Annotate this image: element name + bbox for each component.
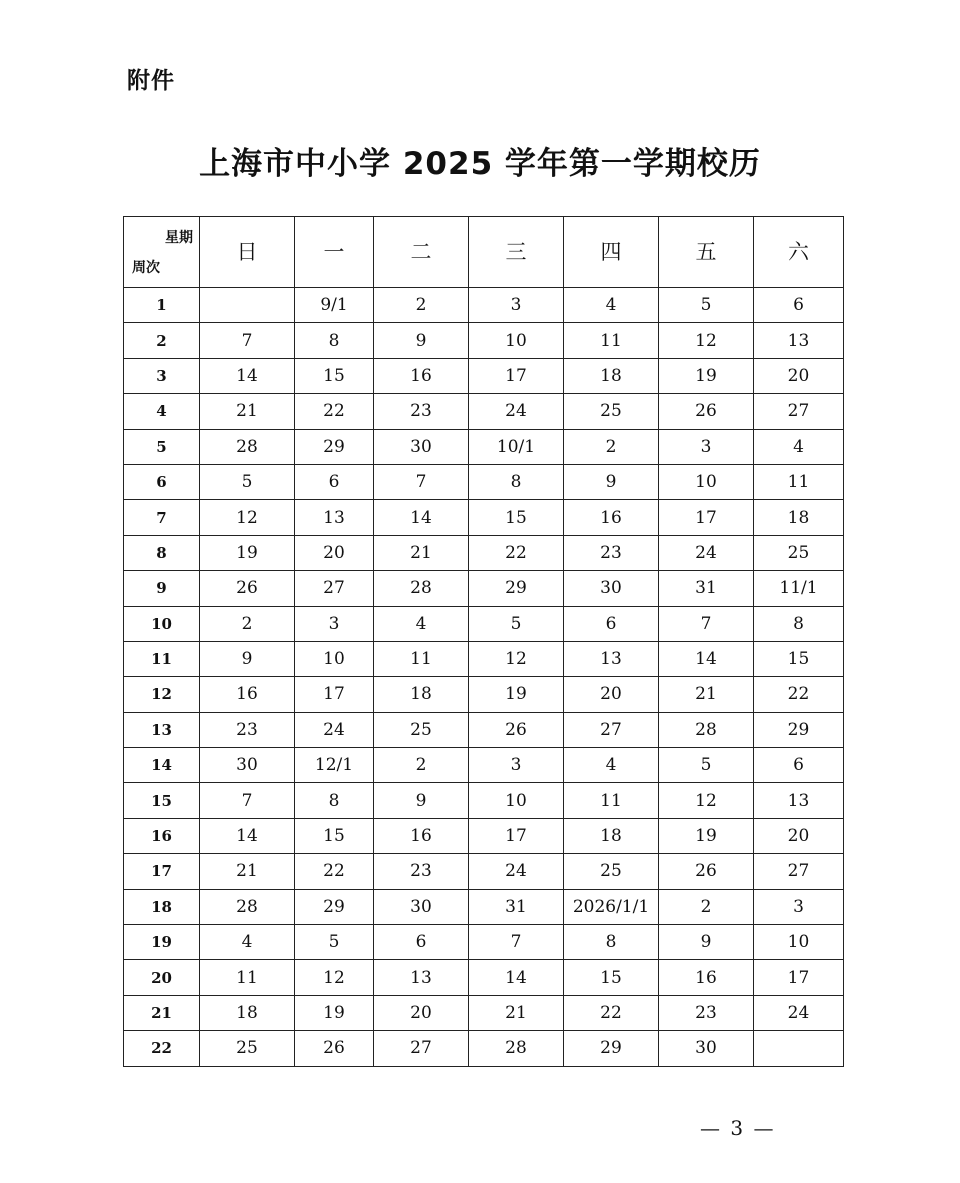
header-row [124,217,844,288]
date-cell-wed: 17 [469,818,564,853]
date-cell-sun: 19 [200,535,295,570]
date-cell-wed: 21 [469,995,564,1030]
table-row [124,500,844,535]
date-cell-wed: 19 [469,677,564,712]
date-cell-thu: 9 [564,464,659,499]
date-cell-tue: 6 [374,925,469,960]
date-cell-thu: 27 [564,712,659,747]
date-cell-sat: 4 [754,429,844,464]
attachment-label: 附件 [127,68,175,94]
date-cell-tue: 2 [374,748,469,783]
date-cell-sat: 20 [754,818,844,853]
date-cell-wed: 3 [469,748,564,783]
date-cell-sat: 27 [754,854,844,889]
date-cell-sun: 5 [200,464,295,499]
table-row [124,1031,844,1066]
date-cell-wed: 29 [469,571,564,606]
day-header-thu: 四 [564,217,659,288]
date-cell-tue: 30 [374,429,469,464]
date-cell-sat: 6 [754,288,844,323]
corner-weekday-label: 星期 [165,230,193,246]
date-cell-sun: 26 [200,571,295,606]
date-cell-sat: 18 [754,500,844,535]
date-cell-sun: 14 [200,818,295,853]
date-cell-sat: 22 [754,677,844,712]
week-number-cell: 20 [124,960,200,995]
date-cell-thu: 11 [564,783,659,818]
week-number-cell: 13 [124,712,200,747]
date-cell-tue: 13 [374,960,469,995]
date-cell-sun: 25 [200,1031,295,1066]
date-cell-tue: 16 [374,358,469,393]
date-cell-sun: 14 [200,358,295,393]
date-cell-wed: 10 [469,323,564,358]
date-cell-thu: 13 [564,641,659,676]
date-cell-wed: 31 [469,889,564,924]
week-number-cell: 5 [124,429,200,464]
date-cell-wed: 14 [469,960,564,995]
date-cell-tue: 23 [374,854,469,889]
date-cell-fri: 26 [659,394,754,429]
table-row [124,288,844,323]
date-cell-mon: 26 [295,1031,374,1066]
date-cell-thu: 25 [564,854,659,889]
date-cell-thu: 30 [564,571,659,606]
date-cell-mon: 12 [295,960,374,995]
week-number-cell: 22 [124,1031,200,1066]
date-cell-sun [200,288,295,323]
date-cell-fri: 12 [659,323,754,358]
date-cell-thu: 15 [564,960,659,995]
day-header-mon: 一 [295,217,374,288]
school-calendar-table [123,216,844,1067]
date-cell-mon: 8 [295,783,374,818]
date-cell-sat: 10 [754,925,844,960]
date-cell-mon: 27 [295,571,374,606]
table-row [124,464,844,499]
date-cell-sat: 25 [754,535,844,570]
date-cell-sun: 11 [200,960,295,995]
date-cell-wed: 17 [469,358,564,393]
date-cell-wed: 12 [469,641,564,676]
date-cell-fri: 26 [659,854,754,889]
date-cell-wed: 22 [469,535,564,570]
date-cell-fri: 14 [659,641,754,676]
table-row [124,358,844,393]
date-cell-mon: 24 [295,712,374,747]
date-cell-thu: 6 [564,606,659,641]
date-cell-fri: 31 [659,571,754,606]
date-cell-thu: 2 [564,429,659,464]
date-cell-sat: 3 [754,889,844,924]
date-cell-thu: 4 [564,748,659,783]
date-cell-thu: 25 [564,394,659,429]
date-cell-tue: 23 [374,394,469,429]
date-cell-sun: 12 [200,500,295,535]
date-cell-sun: 28 [200,429,295,464]
table-row [124,712,844,747]
date-cell-sun: 2 [200,606,295,641]
week-number-cell: 15 [124,783,200,818]
week-number-cell: 10 [124,606,200,641]
date-cell-mon: 15 [295,818,374,853]
week-number-cell: 8 [124,535,200,570]
date-cell-wed: 8 [469,464,564,499]
date-cell-fri: 3 [659,429,754,464]
date-cell-sun: 18 [200,995,295,1030]
table-row [124,429,844,464]
date-cell-sun: 23 [200,712,295,747]
week-number-cell: 3 [124,358,200,393]
week-number-cell: 7 [124,500,200,535]
date-cell-wed: 5 [469,606,564,641]
date-cell-tue: 27 [374,1031,469,1066]
date-cell-sun: 21 [200,394,295,429]
date-cell-wed: 10/1 [469,429,564,464]
date-cell-sat: 20 [754,358,844,393]
date-cell-fri: 23 [659,995,754,1030]
date-cell-mon: 6 [295,464,374,499]
table-row [124,571,844,606]
date-cell-tue: 9 [374,783,469,818]
date-cell-wed: 3 [469,288,564,323]
date-cell-sun: 4 [200,925,295,960]
table-row [124,818,844,853]
day-header-fri: 五 [659,217,754,288]
date-cell-wed: 7 [469,925,564,960]
date-cell-tue: 21 [374,535,469,570]
date-cell-sat: 11 [754,464,844,499]
date-cell-tue: 30 [374,889,469,924]
date-cell-sun: 16 [200,677,295,712]
date-cell-mon: 5 [295,925,374,960]
date-cell-fri: 19 [659,358,754,393]
date-cell-fri: 5 [659,748,754,783]
date-cell-fri: 2 [659,889,754,924]
date-cell-mon: 22 [295,854,374,889]
week-number-cell: 6 [124,464,200,499]
date-cell-fri: 10 [659,464,754,499]
date-cell-fri: 19 [659,818,754,853]
date-cell-thu: 18 [564,818,659,853]
date-cell-wed: 28 [469,1031,564,1066]
date-cell-tue: 11 [374,641,469,676]
date-cell-thu: 4 [564,288,659,323]
week-number-cell: 19 [124,925,200,960]
date-cell-thu: 18 [564,358,659,393]
date-cell-sat: 29 [754,712,844,747]
date-cell-thu: 16 [564,500,659,535]
week-number-cell: 9 [124,571,200,606]
week-number-cell: 11 [124,641,200,676]
date-cell-fri: 21 [659,677,754,712]
date-cell-fri: 30 [659,1031,754,1066]
date-cell-thu: 11 [564,323,659,358]
date-cell-fri: 12 [659,783,754,818]
table-row [124,854,844,889]
date-cell-wed: 24 [469,394,564,429]
date-cell-sun: 28 [200,889,295,924]
date-cell-tue: 4 [374,606,469,641]
date-cell-wed: 10 [469,783,564,818]
date-cell-sat: 13 [754,783,844,818]
week-number-cell: 21 [124,995,200,1030]
date-cell-sun: 21 [200,854,295,889]
day-header-tue: 二 [374,217,469,288]
date-cell-sun: 7 [200,783,295,818]
date-cell-tue: 9 [374,323,469,358]
date-cell-wed: 15 [469,500,564,535]
date-cell-thu: 29 [564,1031,659,1066]
date-cell-sat: 13 [754,323,844,358]
table-row [124,889,844,924]
date-cell-thu: 20 [564,677,659,712]
table-row [124,783,844,818]
date-cell-tue: 16 [374,818,469,853]
table-row [124,535,844,570]
date-cell-fri: 28 [659,712,754,747]
date-cell-thu: 22 [564,995,659,1030]
date-cell-tue: 25 [374,712,469,747]
week-number-cell: 12 [124,677,200,712]
date-cell-mon: 9/1 [295,288,374,323]
corner-week-label: 周次 [132,260,160,276]
date-cell-sat [754,1031,844,1066]
date-cell-tue: 14 [374,500,469,535]
date-cell-sun: 7 [200,323,295,358]
table-row [124,606,844,641]
calendar-body [124,288,844,1067]
week-number-cell: 2 [124,323,200,358]
date-cell-fri: 7 [659,606,754,641]
date-cell-mon: 10 [295,641,374,676]
date-cell-fri: 9 [659,925,754,960]
week-number-cell: 14 [124,748,200,783]
date-cell-mon: 12/1 [295,748,374,783]
date-cell-mon: 20 [295,535,374,570]
date-cell-sat: 11/1 [754,571,844,606]
day-header-wed: 三 [469,217,564,288]
page-title: 上海市中小学 2025 学年第一学期校历 [199,146,761,182]
date-cell-fri: 16 [659,960,754,995]
table-row [124,677,844,712]
table-row [124,323,844,358]
table-row [124,995,844,1030]
date-cell-sat: 24 [754,995,844,1030]
date-cell-mon: 15 [295,358,374,393]
date-cell-fri: 5 [659,288,754,323]
date-cell-tue: 2 [374,288,469,323]
table-row [124,925,844,960]
date-cell-tue: 18 [374,677,469,712]
date-cell-tue: 28 [374,571,469,606]
date-cell-mon: 17 [295,677,374,712]
date-cell-mon: 29 [295,889,374,924]
date-cell-thu: 8 [564,925,659,960]
date-cell-tue: 7 [374,464,469,499]
date-cell-fri: 17 [659,500,754,535]
date-cell-wed: 24 [469,854,564,889]
table-row [124,960,844,995]
date-cell-wed: 26 [469,712,564,747]
date-cell-thu: 2026/1/1 [564,889,659,924]
date-cell-sat: 27 [754,394,844,429]
date-cell-mon: 19 [295,995,374,1030]
date-cell-sat: 17 [754,960,844,995]
table-row [124,748,844,783]
day-header-sat: 六 [754,217,844,288]
date-cell-fri: 24 [659,535,754,570]
date-cell-thu: 23 [564,535,659,570]
date-cell-mon: 3 [295,606,374,641]
page-number: — 3 — [700,1116,776,1140]
date-cell-mon: 29 [295,429,374,464]
week-number-cell: 4 [124,394,200,429]
week-number-cell: 16 [124,818,200,853]
week-number-cell: 17 [124,854,200,889]
day-header-sun: 日 [200,217,295,288]
date-cell-tue: 20 [374,995,469,1030]
week-number-cell: 18 [124,889,200,924]
corner-header-cell [124,217,200,288]
week-number-cell: 1 [124,288,200,323]
table-row [124,641,844,676]
table-row [124,394,844,429]
date-cell-sun: 9 [200,641,295,676]
date-cell-mon: 22 [295,394,374,429]
date-cell-mon: 13 [295,500,374,535]
date-cell-sat: 6 [754,748,844,783]
date-cell-sun: 30 [200,748,295,783]
date-cell-sat: 15 [754,641,844,676]
date-cell-sat: 8 [754,606,844,641]
date-cell-mon: 8 [295,323,374,358]
